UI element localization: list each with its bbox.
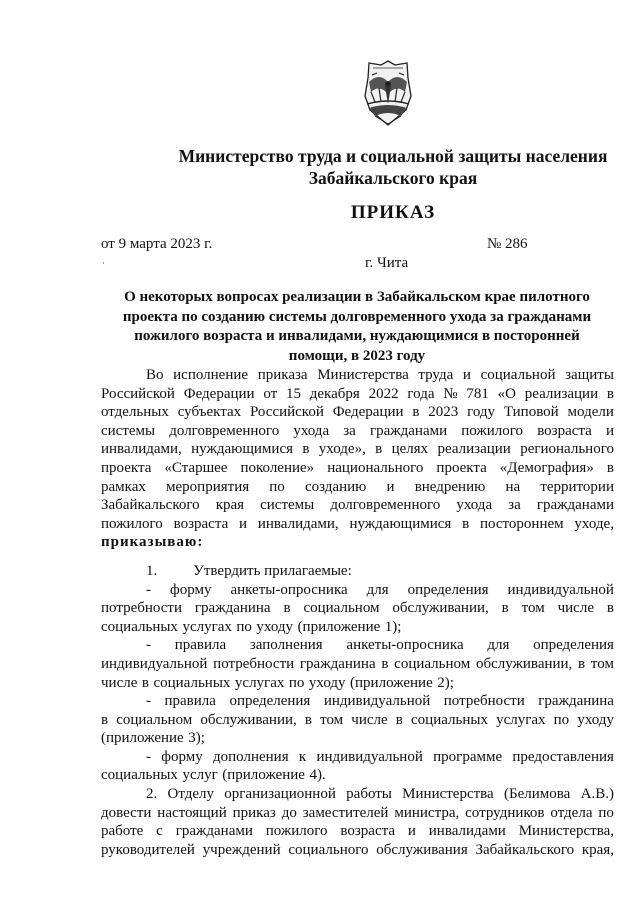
word: настоящий <box>157 804 227 821</box>
word: края <box>215 497 245 514</box>
word: в <box>302 441 310 458</box>
text-line <box>101 599 614 618</box>
sub-item-1 <box>101 581 614 637</box>
word: Министерства <box>402 786 494 803</box>
word: социальной <box>480 367 556 383</box>
word: том <box>590 655 614 672</box>
word: 4). <box>309 767 326 784</box>
word: в <box>606 459 614 476</box>
word: защиты <box>565 367 614 383</box>
word: гражданами <box>369 422 448 439</box>
word: пожилого <box>461 422 524 439</box>
word: Министерства <box>317 367 409 383</box>
word: обслуживании, <box>200 711 297 728</box>
word: социальных <box>153 674 231 691</box>
word: проекта <box>101 459 152 476</box>
word: в <box>381 655 389 672</box>
word: - <box>146 637 151 654</box>
word: Забайкальского <box>101 497 200 514</box>
document-body <box>101 366 614 859</box>
word: в <box>578 655 586 672</box>
word: в <box>101 711 109 728</box>
word: инвалидами, <box>257 515 339 532</box>
word: внедрению <box>414 478 486 495</box>
word: анкеты-опросника <box>346 637 464 654</box>
word: долговременного <box>330 497 441 514</box>
word: работы <box>346 786 392 803</box>
word: края, <box>581 841 614 858</box>
word: дополнения <box>213 748 289 765</box>
text-line <box>101 674 614 693</box>
preamble-paragraph <box>101 366 614 552</box>
word: постороннем <box>480 515 564 532</box>
word: инвалидами <box>428 823 506 840</box>
word: и <box>386 478 395 495</box>
word: услугах <box>182 618 232 635</box>
word: определения <box>407 581 489 598</box>
word: форму <box>161 748 203 765</box>
word: субъектах <box>177 404 242 421</box>
text-line <box>101 478 614 497</box>
word: в <box>606 385 614 402</box>
word: - <box>146 693 151 710</box>
word: (приложение <box>101 730 184 747</box>
word: числе <box>101 674 138 691</box>
word: национального <box>327 459 424 476</box>
word: гражданами <box>536 497 614 514</box>
word: исполнение <box>173 367 249 383</box>
word: к <box>298 748 307 765</box>
word: в <box>375 441 383 458</box>
word: по <box>236 618 252 635</box>
word: услуг <box>182 767 218 784</box>
word: довести <box>101 804 152 821</box>
word: числе <box>557 600 594 617</box>
text-line <box>101 711 614 730</box>
word: нуждающимися <box>191 441 293 458</box>
word: сотрудников <box>465 804 545 821</box>
word: реализации <box>437 441 511 458</box>
sub-item-3 <box>101 692 614 748</box>
word: руководителей <box>101 841 195 858</box>
word: возраста <box>340 823 396 840</box>
word: правила <box>174 637 227 654</box>
word: работе <box>101 823 144 840</box>
word: с <box>156 823 163 840</box>
sub-item-4 <box>101 748 614 785</box>
text-line <box>101 385 614 404</box>
word: форму <box>169 581 212 598</box>
word: созданию <box>304 478 367 495</box>
word: министра, <box>394 804 460 821</box>
word: том <box>521 600 545 617</box>
document-title <box>101 288 613 366</box>
text-line <box>101 766 614 785</box>
text-line <box>101 692 614 711</box>
text-line <box>101 440 614 459</box>
text-line <box>101 822 614 841</box>
item-1-text: Утвердить прилагаемые: <box>193 562 352 579</box>
word: по <box>553 711 570 728</box>
word: индивидуальной <box>101 655 208 672</box>
word: социальных <box>411 711 488 728</box>
word: 1); <box>384 618 402 635</box>
item-1 <box>101 562 614 581</box>
word: заполнения <box>249 637 323 654</box>
word: индивидуальной <box>316 748 423 765</box>
text-line <box>101 655 614 674</box>
word: социальном <box>394 655 471 672</box>
word: ухода <box>293 422 330 439</box>
word: Российской <box>249 404 324 421</box>
word: пожилого <box>101 515 163 532</box>
text-line <box>101 618 614 637</box>
ministry-name-line1: Министерство труда и социальной защиты населения <box>178 146 608 166</box>
word: заместителей <box>302 804 389 821</box>
word: индивидуальной <box>507 581 614 598</box>
word: 3); <box>188 730 205 747</box>
text-line <box>101 804 614 823</box>
word: определения <box>533 637 614 654</box>
text-line <box>101 366 614 385</box>
word: декабря <box>309 385 360 402</box>
word: определения <box>229 693 311 710</box>
word: обслуживании, <box>475 655 573 672</box>
word: А.В.) <box>580 786 614 803</box>
word: до <box>281 804 297 821</box>
document-number: № 286 <box>487 236 528 252</box>
text-line <box>101 459 614 478</box>
title-line: О некоторых вопросах реализации в Забайкальском крае пилотного <box>124 289 590 305</box>
text-line <box>101 515 614 534</box>
word: потребности <box>443 693 525 710</box>
word: по <box>288 674 305 691</box>
word: Российской <box>101 385 175 402</box>
word: «Демография» <box>499 459 594 476</box>
word: приказа <box>257 367 308 383</box>
word: индивидуальной <box>323 693 431 710</box>
word: пожилого <box>265 823 328 840</box>
text-line <box>101 729 614 748</box>
word: и <box>239 515 248 532</box>
word: «О <box>497 385 517 402</box>
text-line <box>101 533 614 552</box>
word: в <box>141 674 149 691</box>
word: мероприятия <box>166 478 250 495</box>
word: 781 <box>466 385 489 402</box>
word: поколение» <box>240 459 315 476</box>
coat-of-arms-emblem <box>355 58 421 128</box>
word: гражданина <box>299 655 376 672</box>
word: услугах <box>234 674 285 691</box>
word: социальном <box>116 711 193 728</box>
word: в <box>412 404 420 421</box>
word: правила <box>164 693 216 710</box>
word: гражданами <box>175 823 253 840</box>
word: потребности <box>213 655 295 672</box>
word: № <box>443 385 458 402</box>
word: услугах <box>496 711 546 728</box>
word: социальном <box>303 600 380 617</box>
word: и <box>605 422 614 439</box>
word: в <box>606 600 614 617</box>
word: обслуживания <box>376 841 468 858</box>
word: на <box>505 478 521 495</box>
word: нуждающимися <box>349 515 452 532</box>
word: рамках <box>101 478 146 495</box>
ministry-name-line2: Забайкальского края <box>308 168 478 188</box>
word: в <box>304 711 312 728</box>
word: целях <box>391 441 429 458</box>
word: в <box>501 600 509 617</box>
word: по <box>598 804 614 821</box>
word: 15 <box>285 385 301 402</box>
word: уходу <box>308 674 346 691</box>
title-line: проекта по созданию системы долговременного ухода за гражданами <box>122 308 592 325</box>
word: (Белимова <box>504 786 571 803</box>
word: в <box>283 600 291 617</box>
word: гражданина <box>538 693 614 710</box>
word: 2. <box>146 786 158 803</box>
title-line: помощи, в 2023 году <box>288 347 426 364</box>
word: для <box>366 581 389 598</box>
word: года <box>407 385 435 402</box>
word: предоставления <box>512 748 614 765</box>
word: уходу <box>256 618 294 635</box>
word: - <box>146 581 151 598</box>
word: по <box>269 478 285 495</box>
document-city: г. Чита <box>365 255 409 271</box>
word: - <box>146 748 151 765</box>
word: отдела <box>550 804 593 821</box>
word: социального <box>288 841 369 858</box>
item-2 <box>101 785 614 859</box>
word: числе <box>351 711 388 728</box>
word: потребности <box>101 600 182 617</box>
title-line: пожилого возраста и инвалидами, нуждающимися в посторонней <box>134 328 580 344</box>
word: уходу <box>577 711 614 728</box>
word: возраста <box>537 422 592 439</box>
word: программе <box>433 748 503 765</box>
word: Во <box>146 367 164 383</box>
word: (приложение <box>222 767 305 784</box>
word: Федерации <box>183 385 255 402</box>
word: Отделу <box>167 786 214 803</box>
word: отдельных <box>101 404 169 421</box>
word: социальных <box>101 767 178 784</box>
ministry-name <box>150 145 636 189</box>
word: проекта <box>436 459 487 476</box>
document-type: ПРИКАЗ <box>350 202 436 223</box>
word: и <box>407 823 416 840</box>
word: организационной <box>224 786 336 803</box>
word: системы <box>260 497 315 514</box>
word: обслуживании, <box>392 600 489 617</box>
word: уходе, <box>574 515 614 532</box>
word: ухода <box>456 497 493 514</box>
word: Федерации <box>332 404 404 421</box>
item-1-number: 1. <box>146 562 158 579</box>
command-word: приказываю: <box>101 534 204 551</box>
document-date: от 9 марта 2023 г. <box>101 236 213 252</box>
sub-item-2 <box>101 636 614 692</box>
word: регионального <box>520 441 614 458</box>
word: и <box>462 367 471 383</box>
word: «Старшее <box>164 459 228 476</box>
word: реализации <box>524 385 599 402</box>
word: инвалидами, <box>101 441 182 458</box>
text-line <box>101 785 614 804</box>
word: гражданина <box>194 600 271 617</box>
word: (приложение <box>350 674 433 691</box>
scan-artifact: · <box>102 258 105 268</box>
word: том <box>320 711 344 728</box>
text-line <box>101 581 614 600</box>
word: Типовой <box>503 404 559 421</box>
text-line <box>101 636 614 655</box>
word: в <box>462 515 470 532</box>
word: уходе», <box>318 441 366 458</box>
word: за <box>343 422 356 439</box>
word: учреждений <box>202 841 281 858</box>
word: от <box>263 385 278 402</box>
word: возраста <box>173 515 229 532</box>
word: приказ <box>232 804 276 821</box>
word: модели <box>567 404 614 421</box>
text-line <box>101 403 614 422</box>
word: труда <box>418 367 454 383</box>
word: социальных <box>101 618 178 635</box>
word: году <box>467 404 496 421</box>
word: системы <box>101 422 156 439</box>
text-line <box>101 496 614 515</box>
text-line <box>101 422 614 441</box>
word: Забайкальского <box>475 841 575 858</box>
word: 2023 <box>428 404 459 421</box>
word: анкеты-опросника <box>230 581 348 598</box>
word: для <box>487 637 510 654</box>
word: Министерства, <box>518 823 614 840</box>
word: за <box>508 497 521 514</box>
word: в <box>395 711 403 728</box>
word: 2022 <box>368 385 399 402</box>
word: территории <box>540 478 614 495</box>
word: 2); <box>437 674 454 691</box>
text-line <box>101 841 614 860</box>
text-line <box>101 748 614 767</box>
word: долговременного <box>169 422 280 439</box>
word: (приложение <box>297 618 381 635</box>
